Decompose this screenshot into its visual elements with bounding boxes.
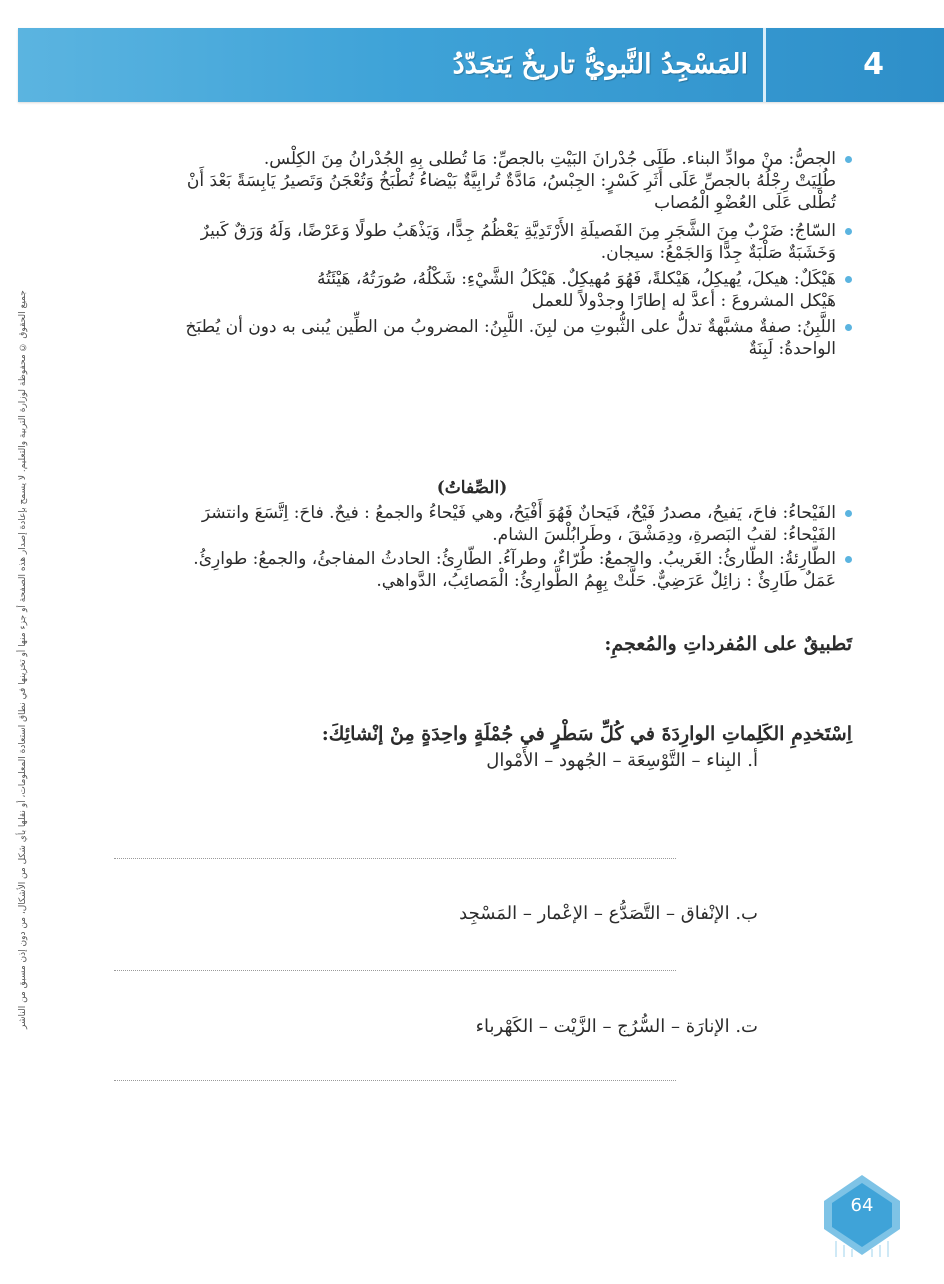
definitions-list [82, 148, 852, 360]
chapter-number: 4 [863, 47, 884, 82]
chapter-banner [18, 28, 944, 102]
bullet-icon [845, 156, 852, 163]
exercise-instruction: اِسْتَخدِمِ الكَلِماتِ الوارِدَةَ في كُلِّ سَطْرٍ في جُمْلَةٍ واحِدَةٍ مِنْ إنْشائِكَ: [321, 723, 852, 745]
definition-line: اللَّبِنُ: صفةٌ مشبَّهةٌ تدلُّ على الثُّبوتِ من لبِنَ. اللَّبِنُ: المضروبُ من الطِّين يُبنى به دون أن يُطبَخ [185, 317, 836, 337]
definition-line: الجصُّ: منْ موادِّ البناء. طَلَى جُدْرانَ البَيْتِ بالجصِّ: مَا تُطلى بِهِ الجُدْرانُ مِنَ الكِلْس. [263, 149, 836, 169]
bullet-icon [845, 228, 852, 235]
definition-line: طُلِيَتْ رِجْلُهُ بالجصِّ عَلَى أَثَرِ كَسْرٍ: الجِبْسُ، مَادَّةٌ تُرابِيَّةٌ بَيْضاءُ تُطْبَخُ وَتُعْجَنُ وَتَصيرُ يَابِسَةً بَعْدَ أَنْ [186, 171, 836, 191]
banner-divider [763, 28, 766, 102]
sifat-line: الطّارِئةُ: الطّارئُ: الغَريبُ. والجمعُ: طُرّاءٌ، وطرآءُ. الطّارِئُ: الحادثُ المفاجئُ، والجمعُ: طوارِئُ. [193, 549, 836, 569]
sifat-entry [82, 548, 852, 592]
definition-line: وَخَشَبَةٌ صَلْبَةٌ جِدًّا وَالجَمْعُ: سيجان. [600, 243, 836, 263]
bullet-icon [845, 324, 852, 331]
definition-line: السّاجُ: ضَرْبٌ مِنَ الشَّجَرِ مِنَ الفَصيلَةِ الأَرْتَدِيَّةِ يَعْظُمُ جِدًّا، وَيَذْهَبُ طولًا وَعَرْضًا، وَلَهُ وَرَقٌ كَبيرٌ [200, 221, 836, 241]
sifat-line: عَمَلٌ طَارِئٌ : زائِلٌ عَرَضِيٌّ. حَلَّتْ بِهِمُ الطَّوارِئُ: الْمَصائِبُ، الدَّواهي. [376, 571, 836, 591]
exercise-words-c: ت. الإنارَة – السُّرُج – الزَّيْت – الكَهْرباء [475, 1016, 758, 1037]
definition-line: هَيْكَلٌ: هيكلَ، يُهيكِلُ، هَيْكلةً، فَهُوَ مُهيكِلٌ. هَيْكَلُ الشَّيْءِ: شَكْلُهُ، صُورَتُهُ، هَيْئَتُهُ [316, 269, 836, 289]
definition-entry [82, 316, 852, 360]
definition-line: تُطْلى عَلَى العُضْوِ الْمُصاب [654, 193, 836, 213]
definition-line: هَيْكل المشروعَ : أعدَّ له إطارًا وجدْولاً للعمل [531, 291, 836, 311]
answer-line-a[interactable] [114, 858, 676, 859]
sifat-line: الفَيْحاءُ: فاحَ، يَفيحُ، مصدرُ فَيْحٌ، فَيَحانٌ فَهُوَ أَفْيَحُ، وهي فَيْحاءُ والجمعُ : فيحٌ. فاحَ: اِتَّسَعَ وانتشرَ [201, 503, 836, 523]
application-heading: تَطبيقٌ على المُفرداتِ والمُعجمِ: [604, 633, 852, 655]
copyright-note: جميع الحقوق © محفوظة لوزارة التربية والتعليم. لا يسمح بإعادة إصدار هذه الصفحة أو جزء منها أو تخزينها في نطاق استعادة المعلومات، أو نقلها بأي شكل من الأشكال، من دون إذن مسبق من الناشر [18, 290, 28, 1029]
sifat-list [82, 502, 852, 592]
chapter-title: المَسْجِدُ النَّبويُّ تاريخٌ يَتجَدّدُ [452, 49, 748, 80]
answer-line-b[interactable] [114, 970, 676, 971]
bullet-icon [845, 510, 852, 517]
page-number: 64 [850, 1195, 874, 1216]
definition-entry [82, 268, 852, 312]
definition-entry [82, 148, 852, 214]
sifat-line: الفَيْحاءُ: لقبُ البَصرةِ، ودِمَشْقَ ، وطَرابُلْسَ الشام. [492, 525, 836, 545]
definition-entry [82, 220, 852, 264]
bullet-icon [845, 556, 852, 563]
exercise-words-b: ب. الإنْفاق – التَّصَدُّع – الإعْمار – المَسْجِد [459, 903, 758, 924]
bullet-icon [845, 276, 852, 283]
sifat-heading: (الصِّفاتُ) [436, 478, 508, 498]
definition-line: الواحدةُ: لَبِنَةٌ [748, 339, 836, 359]
exercise-words-a: أ. البِناء – التَّوْسِعَة – الجُهود – الأَمْوال [486, 750, 758, 771]
answer-line-c[interactable] [114, 1080, 676, 1081]
sifat-entry [82, 502, 852, 546]
